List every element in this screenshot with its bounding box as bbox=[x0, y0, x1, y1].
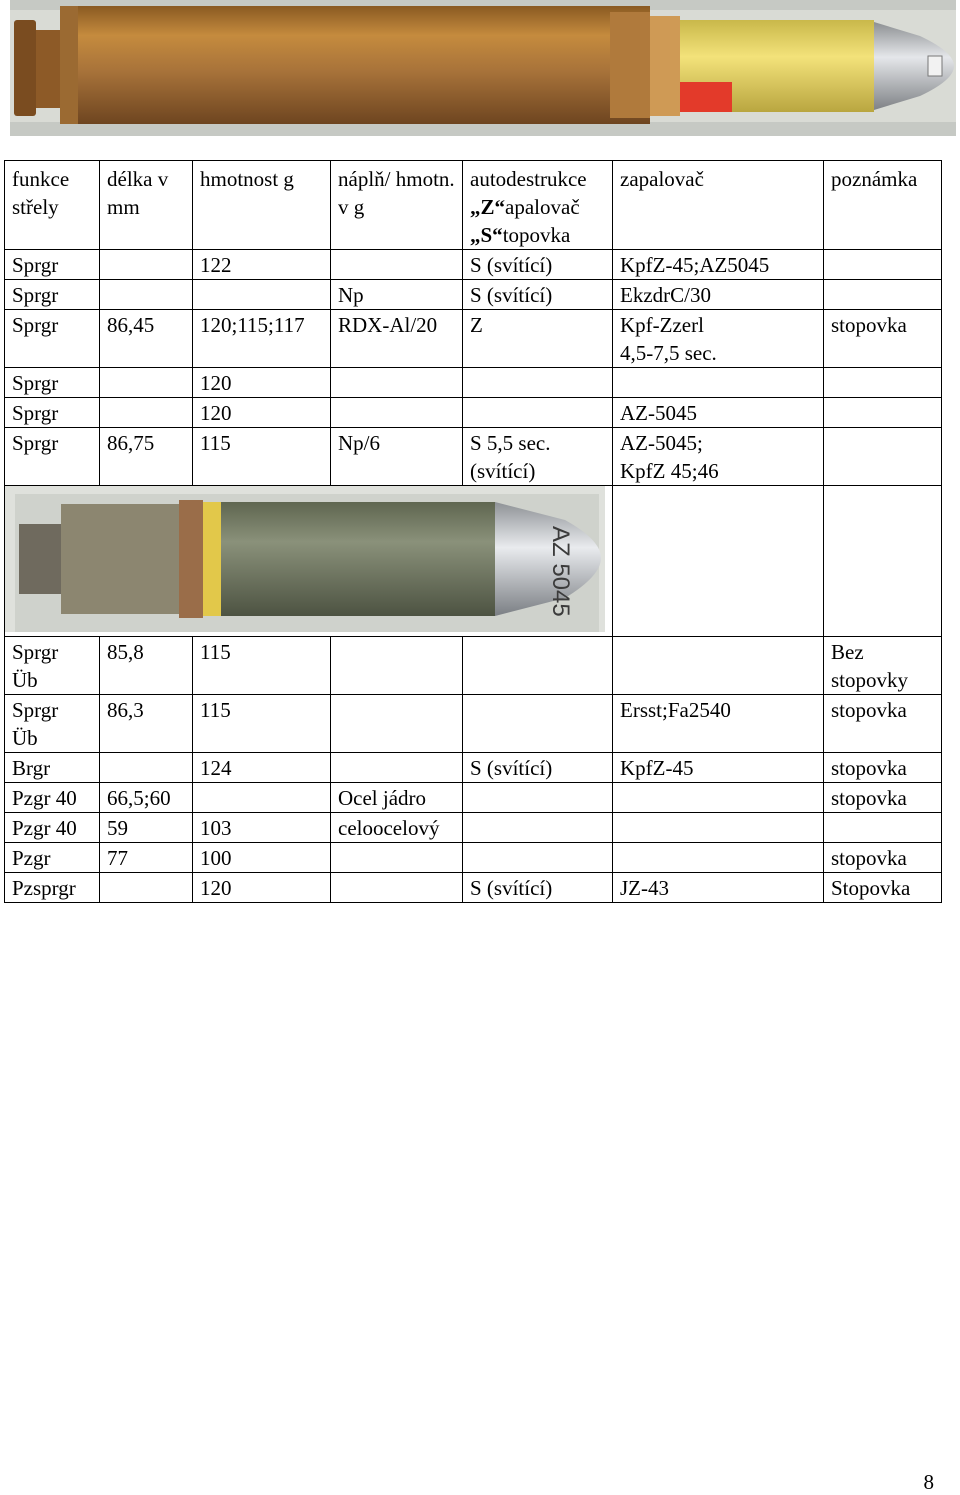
cell-delka: 86,45 bbox=[100, 310, 193, 368]
cell-hmotnost: 122 bbox=[193, 250, 331, 280]
table-row bbox=[5, 873, 942, 903]
cell-zapalovac: KpfZ-45 bbox=[613, 753, 824, 783]
cell-hmotnost: 124 bbox=[193, 753, 331, 783]
table-row bbox=[5, 428, 942, 486]
cell-funkce: Pzgr 40 bbox=[5, 783, 100, 813]
cell-auto: Z bbox=[463, 310, 613, 368]
cell-napln: Ocel jádro bbox=[331, 783, 463, 813]
cell-napln bbox=[331, 843, 463, 873]
page-number: 8 bbox=[923, 1470, 934, 1494]
cell-delka: 86,75 bbox=[100, 428, 193, 486]
cell-zapalovac bbox=[613, 310, 824, 368]
cell-napln bbox=[331, 637, 463, 695]
header-napln: náplň/ hmotn. v g bbox=[331, 161, 463, 250]
cell-zapalovac bbox=[613, 813, 824, 843]
cell-zapalovac bbox=[613, 637, 824, 695]
table-row bbox=[5, 843, 942, 873]
ammunition-table bbox=[4, 160, 942, 903]
cell-auto bbox=[463, 843, 613, 873]
cell-poznamka: stopovka bbox=[824, 695, 942, 753]
cell-delka: 77 bbox=[100, 843, 193, 873]
cell-napln bbox=[331, 398, 463, 428]
header-autodestrukce bbox=[463, 161, 613, 250]
cell-delka: 59 bbox=[100, 813, 193, 843]
auto-line2: (svítící) bbox=[470, 459, 536, 483]
photo-row-empty-cell bbox=[613, 486, 824, 637]
shell-photo-cell bbox=[5, 486, 613, 637]
zapalovac-line2: KpfZ 45;46 bbox=[620, 459, 719, 483]
cell-hmotnost: 120;115;117 bbox=[193, 310, 331, 368]
cartridge-illustration bbox=[10, 0, 956, 136]
zapalovac-line1: AZ-5045; bbox=[620, 431, 703, 455]
cell-poznamka bbox=[824, 637, 942, 695]
cell-auto bbox=[463, 783, 613, 813]
header-delka: délka v mm bbox=[100, 161, 193, 250]
cell-hmotnost: 115 bbox=[193, 695, 331, 753]
cell-auto bbox=[463, 398, 613, 428]
cell-napln: RDX-Al/20 bbox=[331, 310, 463, 368]
header-hmotnost: hmotnost g bbox=[193, 161, 331, 250]
cell-zapalovac bbox=[613, 368, 824, 398]
header-auto-line2 bbox=[470, 193, 612, 221]
photo-row bbox=[5, 486, 942, 637]
poznamka-line2: stopovky bbox=[831, 668, 909, 692]
cell-poznamka bbox=[824, 813, 942, 843]
cell-hmotnost: 103 bbox=[193, 813, 331, 843]
cell-auto bbox=[463, 368, 613, 398]
cell-poznamka bbox=[824, 250, 942, 280]
header-auto-line1: autodestrukce bbox=[470, 167, 587, 191]
photo-row-empty-cell bbox=[824, 486, 942, 637]
cell-funkce: Pzgr bbox=[5, 843, 100, 873]
cell-delka bbox=[100, 753, 193, 783]
table-row bbox=[5, 813, 942, 843]
cell-delka bbox=[100, 368, 193, 398]
cell-napln: Np/6 bbox=[331, 428, 463, 486]
cell-poznamka bbox=[824, 280, 942, 310]
table-row bbox=[5, 695, 942, 753]
cell-zapalovac: KpfZ-45;AZ5045 bbox=[613, 250, 824, 280]
cell-napln bbox=[331, 873, 463, 903]
table-row bbox=[5, 783, 942, 813]
cell-funkce bbox=[5, 637, 100, 695]
projectile-illustration bbox=[5, 486, 605, 632]
table-header-row bbox=[5, 161, 942, 250]
funkce-line1: Sprgr bbox=[12, 640, 59, 664]
z-text: apalovač bbox=[505, 195, 580, 219]
header-auto-line3 bbox=[470, 221, 612, 249]
cell-delka bbox=[100, 250, 193, 280]
funkce-line1: Sprgr bbox=[12, 698, 59, 722]
cell-zapalovac: AZ-5045 bbox=[613, 398, 824, 428]
header-funkce: funkce střely bbox=[5, 161, 100, 250]
cell-zapalovac bbox=[613, 428, 824, 486]
table-row bbox=[5, 280, 942, 310]
table-row bbox=[5, 310, 942, 368]
funkce-line2: Üb bbox=[12, 726, 38, 750]
cell-poznamka bbox=[824, 368, 942, 398]
cell-auto: S (svítící) bbox=[463, 753, 613, 783]
cell-auto bbox=[463, 695, 613, 753]
s-text: topovka bbox=[502, 223, 571, 247]
cell-hmotnost: 120 bbox=[193, 398, 331, 428]
table-row bbox=[5, 753, 942, 783]
cell-poznamka: stopovka bbox=[824, 843, 942, 873]
cell-napln: celoocelový bbox=[331, 813, 463, 843]
cell-funkce bbox=[5, 695, 100, 753]
cell-delka: 85,8 bbox=[100, 637, 193, 695]
cell-poznamka: stopovka bbox=[824, 783, 942, 813]
cell-hmotnost: 115 bbox=[193, 428, 331, 486]
cell-hmotnost: 120 bbox=[193, 368, 331, 398]
z-mark: „Z“ bbox=[470, 195, 506, 219]
cell-zapalovac: JZ-43 bbox=[613, 873, 824, 903]
cell-zapalovac: EkzdrC/30 bbox=[613, 280, 824, 310]
cell-hmotnost bbox=[193, 783, 331, 813]
fuze-marking: AZ 5045 bbox=[547, 526, 574, 617]
cell-hmotnost bbox=[193, 280, 331, 310]
cell-napln bbox=[331, 753, 463, 783]
cell-zapalovac bbox=[613, 783, 824, 813]
zapalovac-line1: Kpf-Zzerl bbox=[620, 313, 704, 337]
cell-delka: 66,5;60 bbox=[100, 783, 193, 813]
cell-delka bbox=[100, 873, 193, 903]
poznamka-line1: Bez bbox=[831, 640, 864, 664]
s-mark: „S“ bbox=[470, 223, 503, 247]
cell-napln bbox=[331, 695, 463, 753]
funkce-line2: Üb bbox=[12, 668, 38, 692]
table-row bbox=[5, 637, 942, 695]
table-row bbox=[5, 368, 942, 398]
cell-auto: S (svítící) bbox=[463, 873, 613, 903]
cell-funkce: Sprgr bbox=[5, 280, 100, 310]
cell-hmotnost: 120 bbox=[193, 873, 331, 903]
cell-hmotnost: 115 bbox=[193, 637, 331, 695]
header-zapalovac: zapalovač bbox=[613, 161, 824, 250]
cell-funkce: Pzsprgr bbox=[5, 873, 100, 903]
cell-poznamka bbox=[824, 428, 942, 486]
cell-delka bbox=[100, 280, 193, 310]
cell-delka bbox=[100, 398, 193, 428]
cell-napln: Np bbox=[331, 280, 463, 310]
cell-auto: S (svítící) bbox=[463, 250, 613, 280]
cell-auto: S (svítící) bbox=[463, 280, 613, 310]
cell-poznamka bbox=[824, 398, 942, 428]
cell-funkce: Sprgr bbox=[5, 250, 100, 280]
cell-funkce: Sprgr bbox=[5, 310, 100, 368]
cell-auto bbox=[463, 637, 613, 695]
cell-funkce: Brgr bbox=[5, 753, 100, 783]
cell-poznamka: Stopovka bbox=[824, 873, 942, 903]
cell-funkce: Sprgr bbox=[5, 398, 100, 428]
cartridge-photo bbox=[10, 0, 956, 136]
cell-napln bbox=[331, 368, 463, 398]
cell-funkce: Pzgr 40 bbox=[5, 813, 100, 843]
cell-poznamka: stopovka bbox=[824, 310, 942, 368]
cell-zapalovac bbox=[613, 843, 824, 873]
cell-funkce: Sprgr bbox=[5, 428, 100, 486]
cell-zapalovac: Ersst;Fa2540 bbox=[613, 695, 824, 753]
cell-delka: 86,3 bbox=[100, 695, 193, 753]
header-poznamka: poznámka bbox=[824, 161, 942, 250]
cell-napln bbox=[331, 250, 463, 280]
zapalovac-line2: 4,5-7,5 sec. bbox=[620, 341, 717, 365]
cell-auto bbox=[463, 813, 613, 843]
cell-poznamka: stopovka bbox=[824, 753, 942, 783]
cell-auto bbox=[463, 428, 613, 486]
table-row bbox=[5, 250, 942, 280]
auto-line1: S 5,5 sec. bbox=[470, 431, 551, 455]
table-row bbox=[5, 398, 942, 428]
cell-hmotnost: 100 bbox=[193, 843, 331, 873]
cell-funkce: Sprgr bbox=[5, 368, 100, 398]
